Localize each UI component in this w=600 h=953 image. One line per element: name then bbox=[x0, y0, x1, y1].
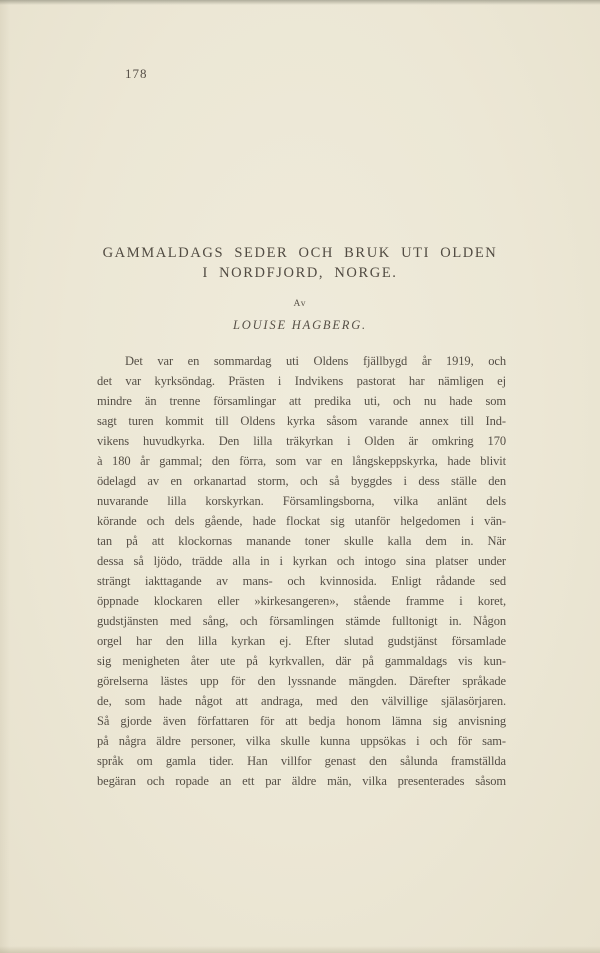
byline-prefix: Av bbox=[293, 299, 307, 309]
body-text-line: körande och dels gående, hade flockat sig utanför helgedomen i vän- bbox=[97, 514, 506, 528]
page-number: 178 bbox=[125, 66, 148, 81]
body-text-line: öppnade klockaren eller »kirkesangeren», stående framme i koret, bbox=[97, 594, 506, 608]
body-text-line: det var kyrksöndag. Prästen i Indvikens pastorat har nämligen ej bbox=[97, 374, 506, 388]
body-text-line: görelserna lästes upp för den lyssnande mängden. Därefter språkade bbox=[97, 674, 506, 688]
body-text-line: à 180 år gammal; den förra, som var en långskeppskyrka, hade blivit bbox=[97, 454, 506, 468]
body-text-line: dessa så ljödo, trädde alla in i kyrkan och intogo sina platser under bbox=[97, 554, 506, 568]
body-text-line: tan på att klockornas manande toner skulle kalla dem in. När bbox=[97, 534, 506, 548]
article-heading bbox=[0, 243, 600, 333]
body-text-line: orgel har den lilla kyrkan ej. Efter slutad gudstjänst församlade bbox=[97, 634, 506, 648]
body-text-line: de, som hade något att andraga, med den välvillige själasörjaren. bbox=[97, 694, 506, 708]
body-text-line: nuvarande lilla korskyrkan. Församlingsborna, vilka anlänt dels bbox=[97, 494, 506, 508]
body-text-line: språk om gamla tider. Han villfor genast den sålunda framställda bbox=[97, 754, 506, 768]
body-text-block bbox=[97, 351, 506, 791]
body-text-line: sig menigheten åter ute på kyrkvallen, där på gammaldags vis kun- bbox=[97, 654, 506, 668]
body-text-line: vikens huvudkyrka. Den lilla träkyrkan i Olden är omkring 170 bbox=[97, 434, 506, 448]
body-text-line: sagt turen kommit till Oldens kyrka såsom varande annex till Ind- bbox=[97, 414, 506, 428]
body-text-line: Så gjorde även författaren för att bedja honom lämna sig anvisning bbox=[97, 714, 506, 728]
article-title-line2: I NORDFJORD, NORGE. bbox=[202, 265, 398, 281]
body-text-line: gudstjänsten med sång, och församlingen stämde fulltonigt in. Någon bbox=[97, 614, 506, 628]
author-name: LOUISE HAGBERG. bbox=[233, 318, 367, 332]
body-text-line: på några äldre personer, vilka skulle kunna uppsökas i och för sam- bbox=[97, 734, 506, 748]
body-text-line: strängt iakttagande av mans- och kvinnosida. Enligt rådande sed bbox=[97, 574, 506, 588]
article-title-line1: GAMMALDAGS SEDER OCH BRUK UTI OLDEN bbox=[102, 245, 498, 261]
body-text-line: Det var en sommardag uti Oldens fjällbygd år 1919, och bbox=[125, 354, 506, 368]
body-text-line: begäran och ropade an ett par äldre män, vilka presenterades såsom bbox=[97, 774, 506, 788]
body-text-line: ödelagd av en orkanartad storm, och så byggdes i dess ställe den bbox=[97, 474, 506, 488]
body-text-line: mindre än trenne församlingar att predika uti, och nu hade som bbox=[97, 394, 506, 408]
